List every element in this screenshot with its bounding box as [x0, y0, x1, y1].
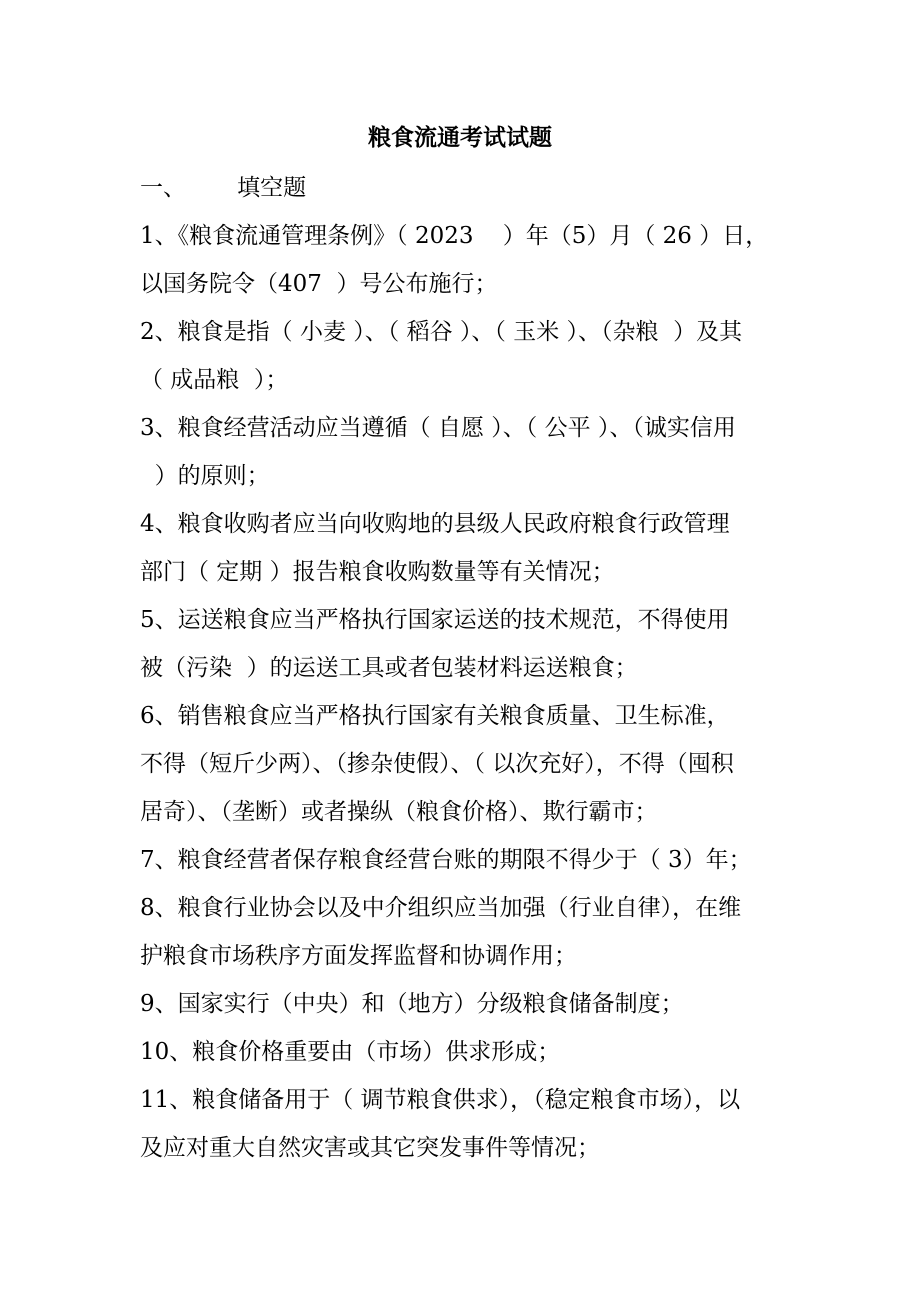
- text-line: 1、《粮食流通管理条例》（ 2023 ）年（5）月（ 26 ）日，: [140, 223, 769, 249]
- text-line: ）的原则；: [140, 463, 270, 489]
- text-line: 7、粮食经营者保存粮食经营台账的期限不得少于（ 3）年；: [140, 847, 752, 873]
- text-line: 6、销售粮食应当严格执行国家有关粮食质量、卫生标准，: [140, 703, 730, 729]
- section-heading: 一、 填空题: [140, 175, 307, 201]
- text-line: 10、粮食价格重要由（市场）供求形成；: [140, 1039, 561, 1065]
- text-line: 4、粮食收购者应当向收购地的县级人民政府粮食行政管理: [140, 511, 730, 537]
- text-line: 及应对重大自然灾害或其它突发事件等情况；: [140, 1135, 600, 1161]
- text-line: 8、粮食行业协会以及中介组织应当加强（行业自律），在维: [140, 895, 742, 921]
- text-line: 11、粮食储备用于（ 调节粮食供求），（稳定粮食市场），以: [140, 1087, 741, 1113]
- text-line: 以国务院令（407 ）号公布施行；: [140, 271, 498, 297]
- text-line: 护粮食市场秩序方面发挥监督和协调作用；: [140, 943, 577, 969]
- text-line: 3、粮食经营活动应当遵循（ 自愿 ）、（ 公平 ）、（诚实信用: [140, 415, 736, 441]
- text-line: 被（污染 ）的运送工具或者包装材料运送粮食；: [140, 655, 638, 681]
- text-line: 不得（短斤少两）、（掺杂使假）、（ 以次充好），不得（囤积: [140, 751, 734, 777]
- text-line: 2、粮食是指（ 小麦 ）、（ 稻谷 ）、（ 玉米 ）、（杂粮 ）及其: [140, 319, 743, 345]
- text-line: 5、运送粮食应当严格执行国家运送的技术规范，不得使用: [140, 607, 730, 633]
- text-line: （ 成品粮 ）；: [140, 367, 289, 393]
- text-line: 居奇）、（垄断）或者操纵（粮食价格）、欺行霸市；: [140, 799, 658, 825]
- text-line: 9、国家实行（中央）和（地方）分级粮食储备制度；: [140, 991, 684, 1017]
- document-title: 粮食流通考试试题: [368, 125, 552, 151]
- document-body: [140, 164, 785, 1172]
- text-line: 部门（ 定期 ）报告粮食收购数量等有关情况；: [140, 559, 615, 585]
